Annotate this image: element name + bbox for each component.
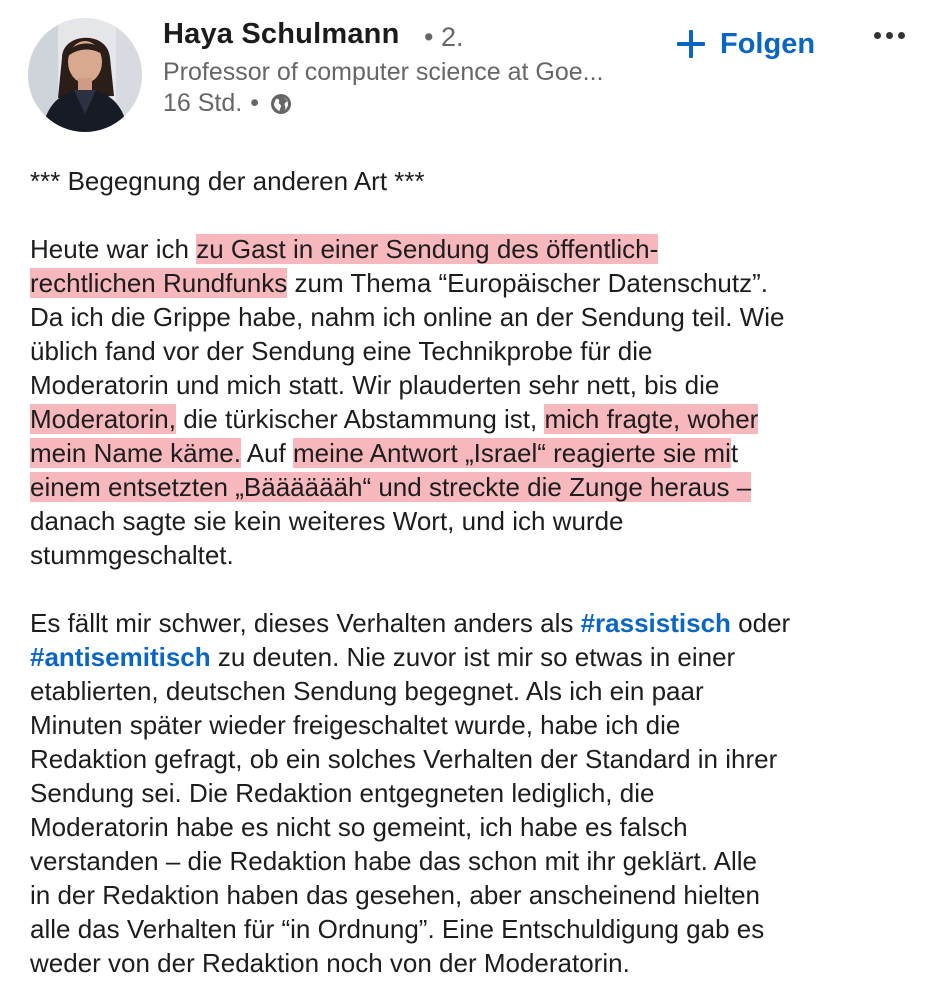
text-line: danach sagte sie kein weiteres Wort, und ich wurde (30, 506, 624, 536)
more-dots-icon[interactable] (872, 26, 908, 46)
hashtag-rassistisch[interactable]: #rassistisch (580, 608, 731, 638)
text-span: die türkischer Abstammung ist, (175, 404, 545, 434)
text-line: Da ich die Grippe habe, nahm ich online an der Sendung teil. Wie (30, 302, 785, 332)
post-title: *** Begegnung der anderen Art *** (30, 166, 425, 196)
text-line: etablierten, deutschen Sendung begegnet. Als ich ein paar (30, 676, 704, 706)
highlighted-text: mein Name käme. (30, 438, 241, 468)
text-line (30, 232, 920, 266)
meta-separator: • (250, 89, 259, 117)
text-span: Heute war ich (30, 234, 197, 264)
follow-label: Folgen (720, 27, 816, 60)
text-span: t (730, 438, 739, 468)
hashtag-antisemitisch[interactable]: #antisemitisch (30, 642, 211, 672)
text-span: Es fällt mir schwer, dieses Verhalten anders als (30, 608, 581, 638)
highlighted-text: mich fragte, woher (544, 404, 759, 434)
text-line (30, 606, 920, 640)
text-span: oder (730, 608, 791, 638)
text-line (30, 640, 920, 674)
post-body (30, 164, 920, 980)
author-name[interactable]: Haya Schulmann (163, 18, 400, 50)
text-line (30, 436, 920, 470)
text-line: Redaktion gefragt, ob ein solches Verhalten der Standard in ihrer (30, 744, 778, 774)
text-span: Auf (240, 438, 294, 468)
text-line: Moderatorin habe es nicht so gemeint, ich habe es falsch (30, 812, 688, 842)
text-line (30, 266, 920, 300)
post-time: 16 Std. (163, 89, 243, 117)
author-headline: Professor of computer science at Goe... (163, 58, 604, 86)
highlighted-text: zu Gast in einer Sendung des öffentlich- (196, 234, 659, 264)
text-line (30, 402, 920, 436)
connection-degree: • 2. (424, 22, 464, 52)
text-span: zu deuten. Nie zuvor ist mir so etwas in einer (210, 642, 736, 672)
plus-icon (676, 29, 706, 59)
paragraph-1 (30, 232, 920, 572)
text-line: weder von der Redaktion noch von der Moderatorin. (30, 948, 630, 978)
text-span: zum Thema “Europäischer Datenschutz”. (287, 268, 768, 298)
text-line: stummgeschaltet. (30, 540, 234, 570)
text-line: alle das Verhalten für “in Ordnung”. Eine Entschuldigung gab es (30, 914, 765, 944)
globe-icon (269, 92, 293, 116)
text-line: verstanden – die Redaktion habe das schon mit ihr geklärt. Alle (30, 846, 757, 876)
text-line: Minuten später wieder freigeschaltet wurde, habe ich die (30, 710, 681, 740)
follow-button[interactable] (676, 24, 815, 64)
avatar-photo (28, 18, 142, 132)
post-header (0, 0, 936, 150)
highlighted-text: rechtlichen Rundfunks (30, 268, 288, 298)
highlighted-text: Moderatorin, (30, 404, 176, 434)
post-meta (163, 89, 293, 118)
avatar[interactable] (28, 18, 142, 132)
highlighted-text: meine Antwort „Israel“ reagierte sie mi (293, 438, 731, 468)
text-line (30, 470, 920, 504)
text-line: üblich fand vor der Sendung eine Technikprobe für die (30, 336, 653, 366)
text-line: Moderatorin und mich statt. Wir plauderten sehr nett, bis die (30, 370, 720, 400)
highlighted-text: einem entsetzten „Bääääääh“ und streckte die Zunge heraus – (30, 472, 752, 502)
paragraph-2 (30, 606, 920, 980)
text-line: in der Redaktion haben das gesehen, aber anscheinend hielten (30, 880, 760, 910)
text-line: Sendung sei. Die Redaktion entgegneten lediglich, die (30, 778, 655, 808)
